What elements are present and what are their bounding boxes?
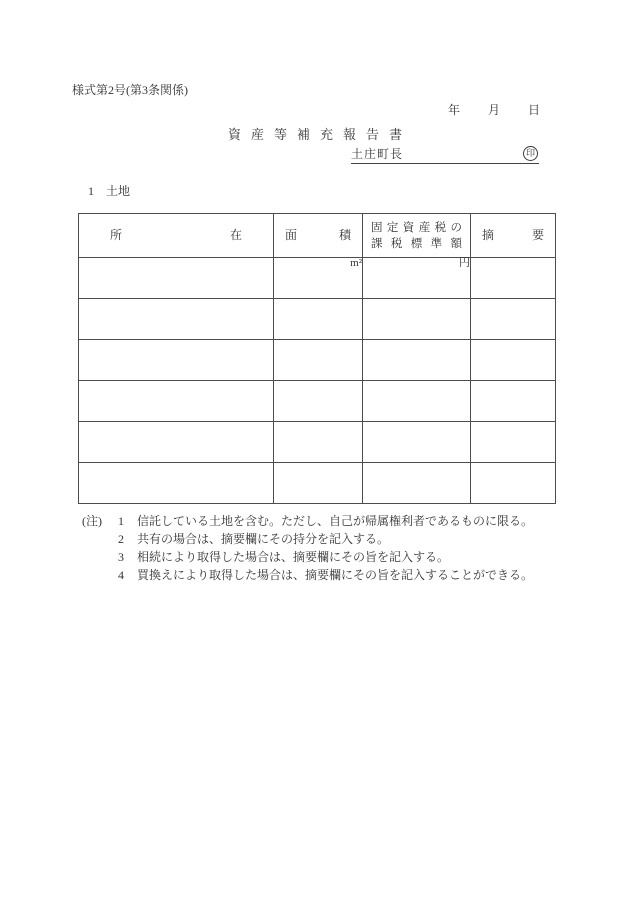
seal-character: 印	[525, 148, 535, 158]
notes	[82, 512, 562, 584]
document-title: 資産等補充報告書	[227, 127, 412, 142]
section-title: 土地	[106, 184, 131, 198]
cell-remarks	[471, 463, 556, 504]
note-item	[82, 566, 562, 584]
cell-location	[79, 422, 274, 463]
header-area: 面 積	[274, 214, 363, 258]
cell-area	[274, 463, 363, 504]
notes-label-spacer	[82, 566, 118, 584]
note-number: 1	[118, 514, 124, 528]
cell-area	[274, 299, 363, 340]
cell-location	[79, 381, 274, 422]
header-location: 所 在	[79, 214, 274, 258]
tax-unit-label: 円	[459, 257, 470, 269]
form-number: 様式第2号(第3条関係)	[72, 83, 188, 97]
cell-area	[274, 422, 363, 463]
table-row	[79, 299, 556, 340]
date-day-label: 日	[528, 103, 541, 117]
cell-tax-base	[363, 340, 471, 381]
date-month-label: 月	[488, 103, 501, 117]
table-row	[79, 381, 556, 422]
cell-location	[79, 340, 274, 381]
header-tax-base	[363, 214, 471, 258]
note-item	[82, 512, 562, 530]
note-number: 2	[118, 532, 124, 546]
table-row	[79, 422, 556, 463]
cell-remarks	[471, 422, 556, 463]
date-year-label: 年	[448, 103, 461, 117]
header-tax-base-line2: 課 税 標 準 額	[371, 237, 462, 250]
section-label	[88, 185, 130, 197]
cell-location	[79, 258, 274, 299]
note-number: 3	[118, 550, 124, 564]
section-number: 1	[88, 184, 94, 198]
area-unit-label: m²	[350, 257, 362, 269]
header-remarks: 摘 要	[471, 214, 556, 258]
cell-location	[79, 463, 274, 504]
note-text: 共有の場合は、摘要欄にその持分を記入する。	[137, 532, 390, 546]
table-row	[79, 463, 556, 504]
date-line	[448, 104, 540, 116]
note-item	[82, 530, 562, 548]
notes-label-spacer	[82, 530, 118, 548]
note-text: 信託している土地を含む。ただし、自己が帰属権利者であるものに限る。	[137, 514, 534, 528]
cell-remarks	[471, 340, 556, 381]
cell-tax-base	[363, 463, 471, 504]
cell-remarks	[471, 258, 556, 299]
cell-tax-base	[363, 299, 471, 340]
cell-remarks	[471, 381, 556, 422]
notes-label: (注)	[82, 514, 102, 528]
notes-label-spacer	[82, 548, 118, 566]
land-table	[78, 213, 556, 504]
note-number: 4	[118, 568, 124, 582]
header-tax-base-line1: 固 定 資 産 税 の	[371, 221, 462, 234]
cell-tax-base	[363, 258, 471, 299]
addressee-name: 土庄町長	[351, 147, 404, 161]
cell-tax-base	[363, 381, 471, 422]
addressee-line	[351, 143, 539, 164]
seal-mark-icon	[523, 146, 538, 161]
cell-tax-base	[363, 422, 471, 463]
cell-remarks	[471, 299, 556, 340]
cell-area	[274, 381, 363, 422]
cell-location	[79, 299, 274, 340]
note-text: 相続により取得した場合は、摘要欄にその旨を記入する。	[137, 550, 450, 564]
table-header-row	[79, 214, 556, 258]
cell-area	[274, 340, 363, 381]
table-row	[79, 258, 556, 299]
table-row	[79, 340, 556, 381]
note-text: 買換えにより取得した場合は、摘要欄にその旨を記入することができる。	[137, 568, 534, 582]
cell-area	[274, 258, 363, 299]
note-item	[82, 548, 562, 566]
